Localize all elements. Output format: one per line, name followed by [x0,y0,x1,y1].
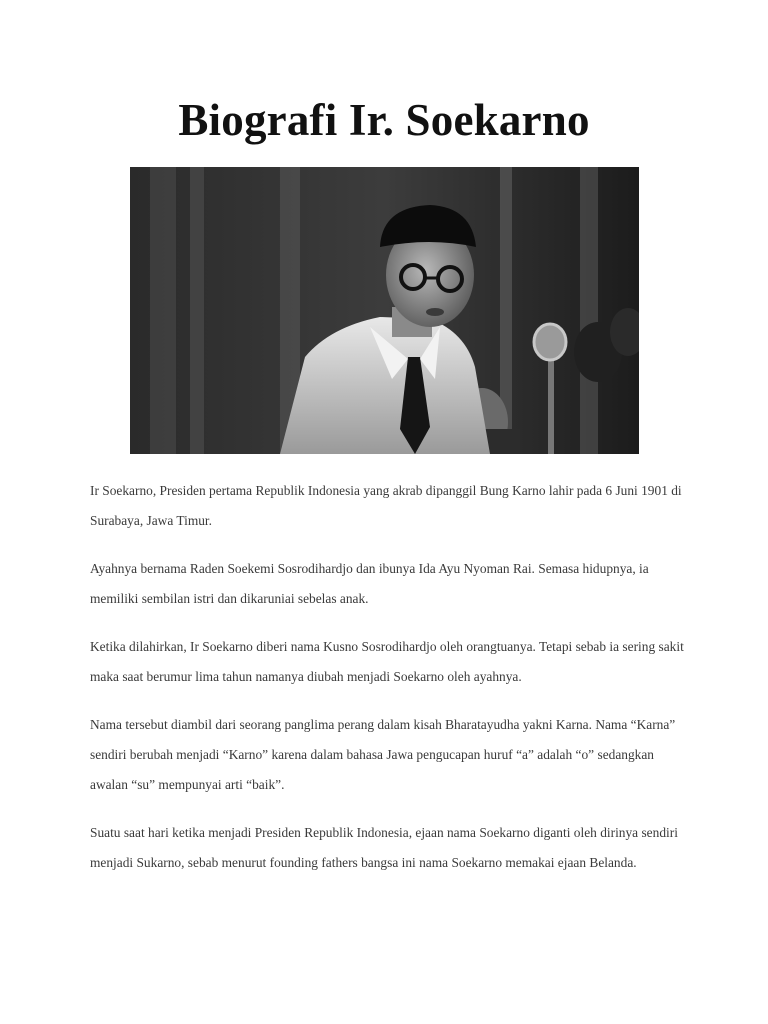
article-body [90,476,690,896]
document-title: Biografi Ir. Soekarno [178,95,590,145]
portrait-photo [130,167,639,454]
paragraph: Ayahnya bernama Raden Soekemi Sosrodihardjo dan ibunya Ida Ayu Nyoman Rai. Semasa hidupnya, ia memiliki sembilan istri dan dikaruniai sebelas anak. [90,561,649,606]
paragraph: Nama tersebut diambil dari seorang panglima perang dalam kisah Bharatayudha yakni Karna. Nama “Karna” sendiri berubah menjadi “Karno” karena dalam bahasa Jawa pengucapan huruf “a” adalah “o” sedangkan awalan “su” mempunyai arti “baik”. [90,717,676,792]
paragraph: Ketika dilahirkan, Ir Soekarno diberi nama Kusno Sosrodihardjo oleh orangtuanya. Tetapi sebab ia sering sakit maka saat berumur lima tahun namanya diubah menjadi Soekarno oleh ayahnya. [90,639,684,684]
paragraph: Ir Soekarno, Presiden pertama Republik Indonesia yang akrab dipanggil Bung Karno lahir pada 6 Juni 1901 di Surabaya, Jawa Timur. [90,483,682,528]
paragraph: Suatu saat hari ketika menjadi Presiden Republik Indonesia, ejaan nama Soekarno diganti oleh dirinya sendiri menjadi Sukarno, sebab menurut founding fathers bangsa ini nama Soekarno memakai ejaan Belanda. [90,825,678,870]
